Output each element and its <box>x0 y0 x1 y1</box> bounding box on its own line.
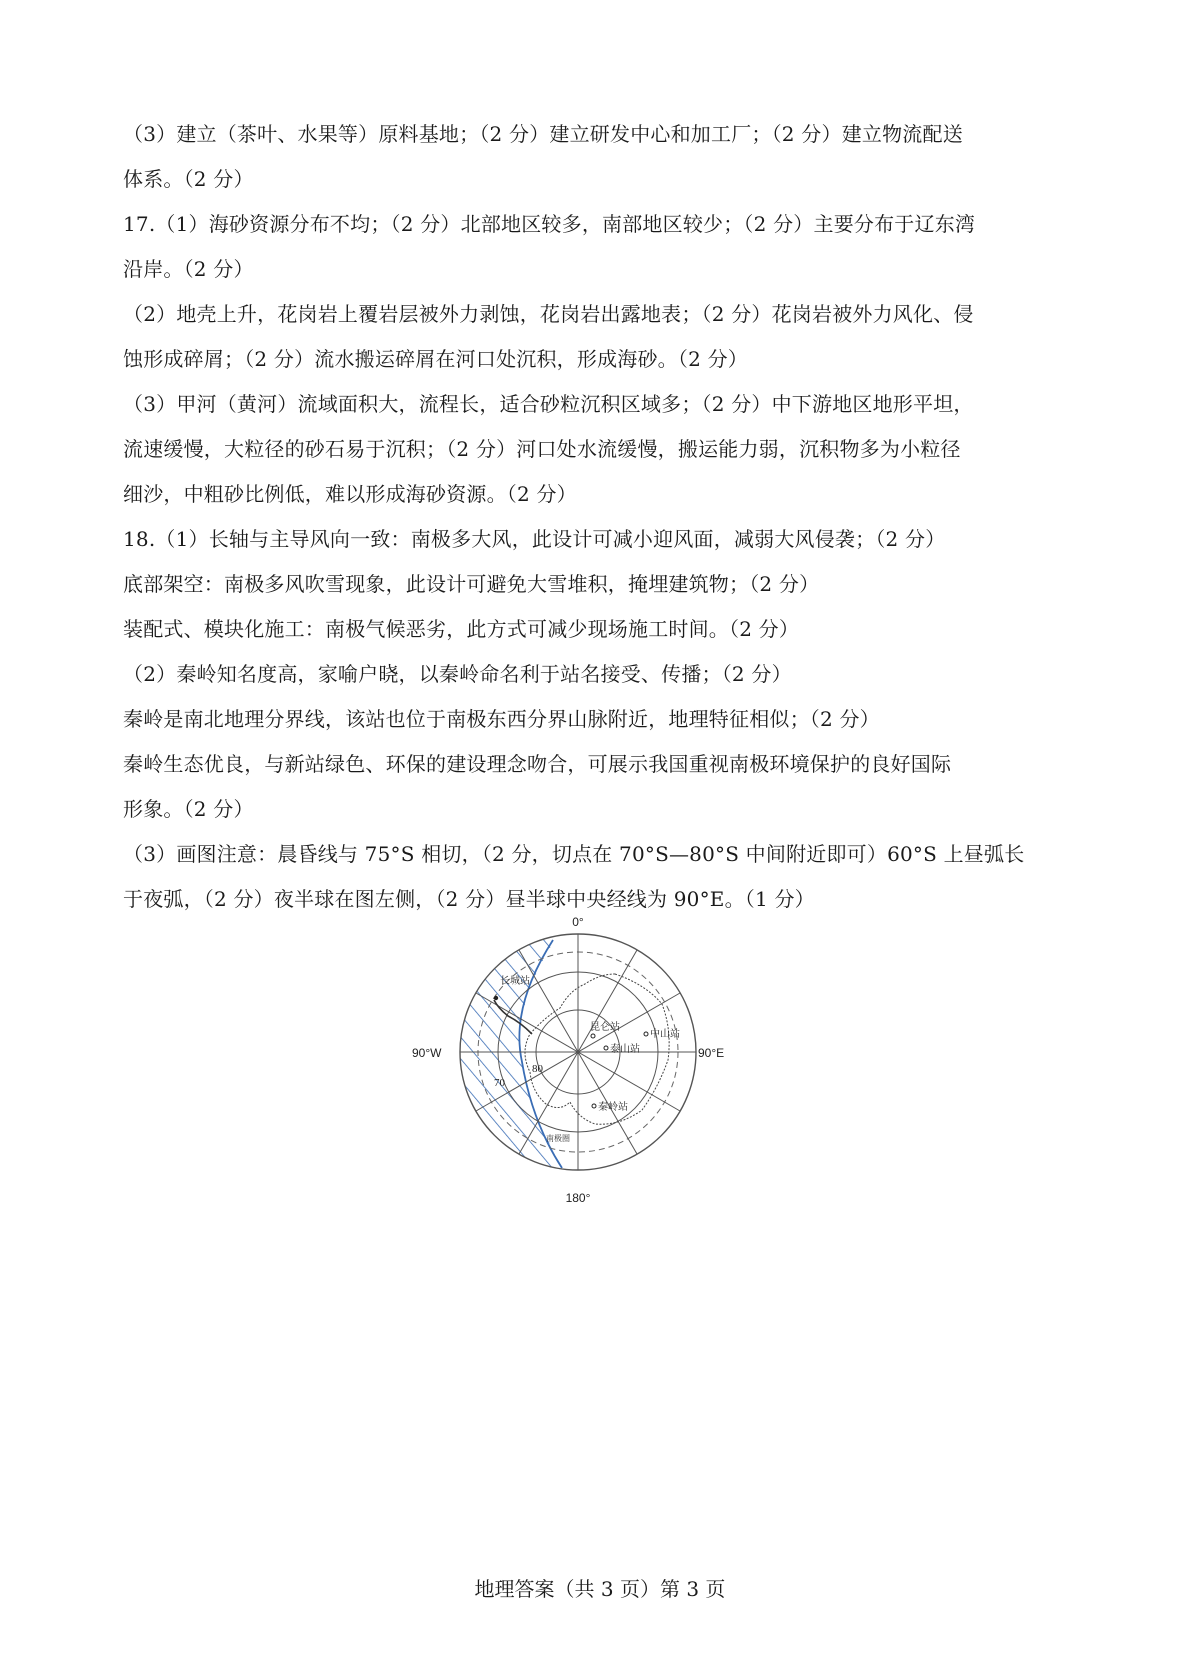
station-label-zhongshan: 中山站 <box>650 1029 680 1040</box>
antarctica-polar-diagram <box>410 912 780 1208</box>
paragraph-line: 体系。（2 分） <box>123 167 254 191</box>
night-hemisphere <box>450 932 575 1187</box>
paragraph-line: 17.（1）海砂资源分布不均；（2 分）北部地区较多，南部地区较少；（2 分）主要分布于辽东湾 <box>123 212 976 236</box>
station-marker <box>644 1032 648 1036</box>
station-marker <box>591 1034 595 1038</box>
label-180-degree: 180° <box>565 1191 591 1205</box>
paragraph-line: 秦岭生态优良，与新站绿色、环保的建设理念吻合，可展示我国重视南极环境保护的良好国际 <box>123 752 952 776</box>
paragraph-line: 底部架空：南极多风吹雪现象，此设计可避免大雪堆积，掩埋建筑物；（2 分） <box>123 572 820 596</box>
answer-text <box>123 112 1083 922</box>
label-lat-80: 80 <box>532 1063 543 1075</box>
paragraph-line: 装配式、模块化施工：南极气候恶劣，此方式可减少现场施工时间。（2 分） <box>123 617 800 641</box>
station-marker <box>494 996 498 1000</box>
label-0-degree: 0° <box>572 915 584 929</box>
paragraph-line: （3）画图注意：晨昏线与 75°S 相切，（2 分，切点在 70°S—80°S 中间附近即可）60°S 上昼弧长 <box>123 842 1025 866</box>
station-label-qinling: 秦岭站 <box>598 1102 628 1113</box>
station-label-taishan: 泰山站 <box>610 1044 640 1055</box>
paragraph-line: （2）秦岭知名度高，家喻户晓，以秦岭命名利于站名接受、传播；（2 分） <box>123 662 792 686</box>
paragraph-line: 秦岭是南北地理分界线，该站也位于南极东西分界山脉附近，地理特征相似；（2 分） <box>123 707 880 731</box>
label-90w: 90°W <box>412 1046 442 1060</box>
paragraph-line: 18.（1）长轴与主导风向一致：南极多大风，此设计可减小迎风面，减弱大风侵袭；（2 分） <box>123 527 946 551</box>
paragraph-line: （3）建立（茶叶、水果等）原料基地；（2 分）建立研发中心和加工厂；（2 分）建立物流配送 <box>123 122 963 146</box>
label-90e: 90°E <box>698 1046 725 1060</box>
paragraph-line: 于夜弧，（2 分）夜半球在图左侧，（2 分）昼半球中央经线为 90°E。（1 分） <box>123 887 815 911</box>
label-antarctic-circle: 南极圈 <box>546 1134 570 1143</box>
paragraph-line: 沿岸。（2 分） <box>123 257 254 281</box>
paragraph-line: 形象。（2 分） <box>123 797 254 821</box>
paragraph-line: （2）地壳上升，花岗岩上覆岩层被外力剥蚀，花岗岩出露地表；（2 分）花岗岩被外力风化、侵 <box>123 302 974 326</box>
paragraph-line: 流速缓慢，大粒径的砂石易于沉积；（2 分）河口处水流缓慢，搬运能力弱，沉积物多为小粒径 <box>123 437 961 461</box>
station-label-changcheng: 长城站 <box>500 976 530 987</box>
page-footer: 地理答案（共 3 页）第 3 页 <box>474 1577 726 1601</box>
paragraph-line: 细沙，中粗砂比例低，难以形成海砂资源。（2 分） <box>123 482 577 506</box>
station-label-kunlun: 昆仑站 <box>590 1022 620 1033</box>
station-marker <box>592 1104 596 1108</box>
paragraph-line: 蚀形成碎屑；（2 分）流水搬运碎屑在河口处沉积，形成海砂。（2 分） <box>123 347 748 371</box>
station-marker <box>604 1046 608 1050</box>
label-lat-70: 70 <box>494 1077 505 1089</box>
paragraph-line: （3）甲河（黄河）流域面积大，流程长，适合砂粒沉积区域多；（2 分）中下游地区地形平坦， <box>123 392 974 416</box>
